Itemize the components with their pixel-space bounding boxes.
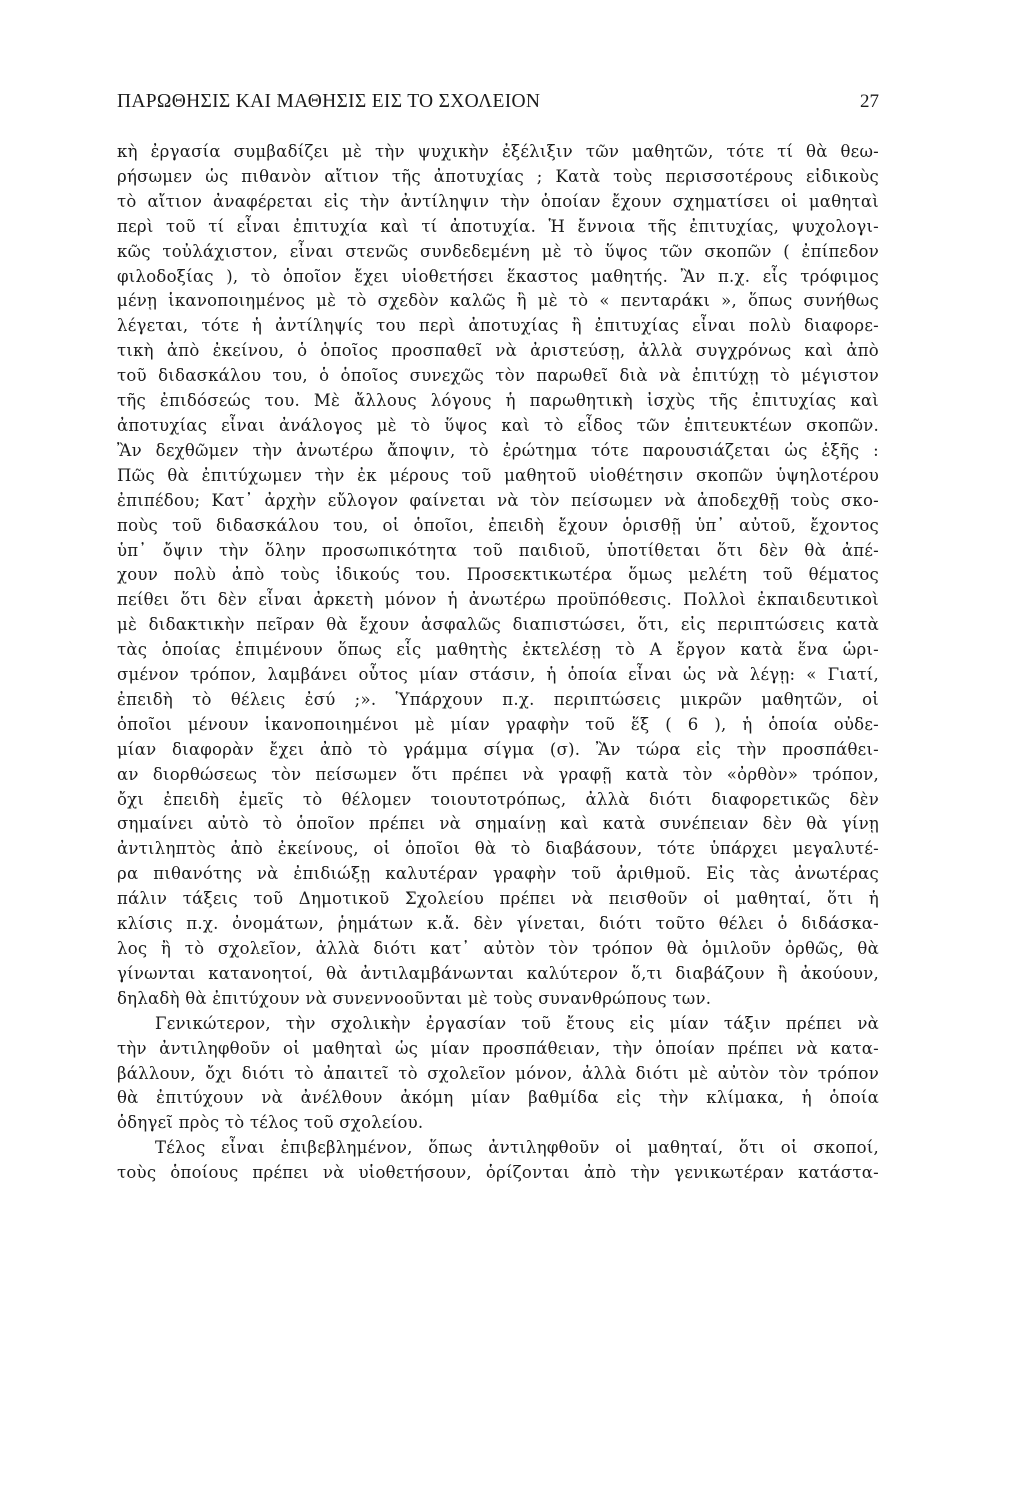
- text-line: πάλιν τάξεις τοῦ Δημοτικοῦ Σχολείου πρέπει νὰ πεισθοῦν οἱ μαθηταί, ὅτι ἡ: [117, 889, 879, 909]
- text-line: τὰς ὁποίας ἐπιμένουν ὅπως εἷς μαθητὴς ἐκτελέσῃ τὸ Α ἔργον κατὰ ἕνα ὡρι-: [117, 640, 879, 660]
- paragraph: [117, 1012, 879, 1137]
- text-line: τὴν ἀντιληφθοῦν οἱ μαθηταὶ ὡς μίαν προσπάθειαν, τὴν ὁποίαν πρέπει νὰ κατα-: [117, 1038, 879, 1058]
- text-line: δηλαδὴ θὰ ἐπιτύχουν νὰ συνεννοοῦνται μὲ τοὺς συνανθρώπους των.: [117, 988, 712, 1008]
- text-line: χουν πολὺ ἀπὸ τοὺς ἰδικούς του. Προσεκτικωτέρα ὅμως μελέτη τοῦ θέματος: [117, 565, 879, 585]
- paragraph: [117, 140, 879, 1012]
- text-line: μίαν διαφορὰν ἔχει ἀπὸ τὸ γράμμα σίγμα (σ). Ἂν τώρα εἰς τὴν προσπάθει-: [117, 739, 879, 759]
- text-line: ἐπιπέδου; Κατ᾽ ἀρχὴν εὔλογον φαίνεται νὰ τὸν πείσωμεν νὰ ἀποδεχθῇ τοὺς σκο-: [117, 490, 879, 510]
- page-header: [117, 91, 879, 113]
- text-line: φιλοδοξίας ), τὸ ὁποῖον ἔχει υἱοθετήσει ἕκαστος μαθητής. Ἂν π.χ. εἷς τρόφιμος: [117, 266, 879, 286]
- text-line: τοὺς ὁποίους πρέπει νὰ υἱοθετήσουν, ὁρίζονται ἀπὸ τὴν γενικωτέραν κατάστα-: [117, 1163, 879, 1183]
- text-line: Ἂν δεχθῶμεν τὴν ἀνωτέρω ἄποψιν, τὸ ἐρώτημα τότε παρουσιάζεται ὡς ἑξῆς :: [117, 440, 879, 460]
- text-line: μὲ διδακτικὴν πεῖραν θὰ ἔχουν ἀσφαλῶς διαπιστώσει, ὅτι, εἰς περιπτώσεις κατὰ: [117, 615, 879, 635]
- running-title: ΠΑΡΩΘΗΣΙΣ ΚΑΙ ΜΑΘΗΣΙΣ ΕΙΣ ΤΟ ΣΧΟΛΕΙΟΝ: [117, 91, 541, 112]
- text-line: ἀποτυχίας εἶναι ἀνάλογος μὲ τὸ ὕψος καὶ τὸ εἶδος τῶν ἐπιτευκτέων σκοπῶν.: [117, 415, 879, 435]
- text-line: κῶς τοὐλάχιστον, εἶναι στενῶς συνδεδεμένη μὲ τὸ ὕψος τῶν σκοπῶν ( ἐπίπεδον: [117, 241, 879, 261]
- text-line: τοῦ διδασκάλου του, ὁ ὁποῖος συνεχῶς τὸν παρωθεῖ διὰ νὰ ἐπιτύχῃ τὸ μέγιστον: [117, 366, 879, 386]
- text-line: θὰ ἐπιτύχουν νὰ ἀνέλθουν ἀκόμη μίαν βαθμίδα εἰς τὴν κλίμακα, ἡ ὁποία: [117, 1088, 879, 1108]
- text-line: κὴ ἐργασία συμβαδίζει μὲ τὴν ψυχικὴν ἐξέλιξιν τῶν μαθητῶν, τότε τί θὰ θεω-: [117, 142, 879, 161]
- text-line: σημαίνει αὐτὸ τὸ ὁποῖον πρέπει νὰ σημαίνῃ καὶ κατὰ συνέπειαν δὲν θὰ γίνῃ: [117, 814, 879, 834]
- text-line: βάλλουν, ὄχι διότι τὸ ἀπαιτεῖ τὸ σχολεῖον μόνον, ἀλλὰ διότι μὲ αὐτὸν τὸν τρόπον: [117, 1063, 879, 1083]
- text-line: Τέλος εἶναι ἐπιβεβλημένον, ὅπως ἀντιληφθοῦν οἱ μαθηταί, ὅτι οἱ σκοποί,: [155, 1138, 879, 1158]
- text-line: μένῃ ἱκανοποιημένος μὲ τὸ σχεδὸν καλῶς ἢ μὲ τὸ « πενταράκι », ὅπως συνήθως: [117, 291, 879, 311]
- text-line: Γενικώτερον, τὴν σχολικὴν ἐργασίαν τοῦ ἔτους εἰς μίαν τάξιν πρέπει νὰ: [155, 1013, 879, 1033]
- text-line: ἐπειδὴ τὸ θέλεις ἐσύ ;». Ὑπάρχουν π.χ. περιπτώσεις μικρῶν μαθητῶν, οἱ: [117, 689, 879, 709]
- text-line: ὑπ᾽ ὄψιν τὴν ὅλην προσωπικότητα τοῦ παιδιοῦ, ὑποτίθεται ὅτι δὲν θὰ ἀπέ-: [117, 540, 879, 560]
- text-line: ποὺς τοῦ διδασκάλου του, οἱ ὁποῖοι, ἐπειδὴ ἔχουν ὁρισθῇ ὑπ᾽ αὐτοῦ, ἔχοντος: [117, 515, 879, 535]
- text-line: περὶ τοῦ τί εἶναι ἐπιτυχία καὶ τί ἀποτυχία. Ἡ ἔννοια τῆς ἐπιτυχίας, ψυχολογι-: [117, 216, 879, 236]
- paragraph: [117, 1136, 879, 1186]
- text-line: κλίσις π.χ. ὀνομάτων, ῥημάτων κ.ἄ. δὲν γίνεται, διότι τοῦτο θέλει ὁ διδάσκα-: [117, 914, 879, 934]
- text-line: τῆς ἐπιδόσεώς του. Μὲ ἄλλους λόγους ἡ παρωθητικὴ ἰσχὺς τῆς ἐπιτυχίας καὶ: [117, 391, 879, 411]
- text-line: ἀντιληπτὸς ἀπὸ ἐκείνους, οἱ ὁποῖοι θὰ τὸ διαβάσουν, τότε ὑπάρχει μεγαλυτέ-: [117, 839, 879, 859]
- text-line: λέγεται, τότε ἡ ἀντίληψίς του περὶ ἀποτυχίας ἢ ἐπιτυχίας εἶναι πολὺ διαφορε-: [117, 316, 879, 336]
- page-number: 27: [860, 91, 879, 112]
- text-line: ὁποῖοι μένουν ἱκανοποιημένοι μὲ μίαν γραφὴν τοῦ ἕξ ( 6 ), ἡ ὁποία οὐδε-: [117, 714, 879, 734]
- text-line: Πῶς θὰ ἐπιτύχωμεν τὴν ἐκ μέρους τοῦ μαθητοῦ υἱοθέτησιν σκοπῶν ὑψηλοτέρου: [117, 465, 879, 485]
- text-line: αν διορθώσεως τὸν πείσωμεν ὅτι πρέπει νὰ γραφῇ κατὰ τὸν «ὀρθὸν» τρόπον,: [117, 764, 879, 784]
- text-line: ὁδηγεῖ πρὸς τὸ τέλος τοῦ σχολείου.: [117, 1113, 424, 1133]
- text-line: τικὴ ἀπὸ ἐκείνου, ὁ ὁποῖος προσπαθεῖ νὰ ἀριστεύσῃ, ἀλλὰ συγχρόνως καὶ ἀπὸ: [117, 341, 879, 361]
- text-line: λος ἢ τὸ σχολεῖον, ἀλλὰ διότι κατ᾽ αὐτὸν τὸν τρόπον θὰ ὁμιλοῦν ὀρθῶς, θὰ: [117, 939, 879, 958]
- body-text: [117, 140, 879, 1186]
- text-line: ρα πιθανότης νὰ ἐπιδιώξῃ καλυτέραν γραφὴν τοῦ ἀριθμοῦ. Εἰς τὰς ἀνωτέρας: [117, 864, 879, 884]
- text-line: πείθει ὅτι δὲν εἶναι ἀρκετὴ μόνον ἡ ἀνωτέρω προϋπόθεσις. Πολλοὶ ἐκπαιδευτικοὶ: [117, 590, 879, 610]
- text-line: ρήσωμεν ὡς πιθανὸν αἴτιον τῆς ἀποτυχίας ; Κατὰ τοὺς περισσοτέρους εἰδικοὺς: [117, 166, 879, 186]
- text-line: ὄχι ἐπειδὴ ἐμεῖς τὸ θέλομεν τοιουτοτρόπως, ἀλλὰ διότι διαφορετικῶς δὲν: [117, 789, 879, 809]
- text-line: τὸ αἴτιον ἀναφέρεται εἰς τὴν ἀντίληψιν τὴν ὁποίαν ἔχουν σχηματίσει οἱ μαθηταὶ: [117, 191, 879, 211]
- text-line: σμένον τρόπον, λαμβάνει οὗτος μίαν στάσιν, ἡ ὁποία εἶναι ὡς νὰ λέγῃ: « Γιατί,: [117, 665, 879, 685]
- text-line: γίνωνται κατανοητοί, θὰ ἀντιλαμβάνωνται καλύτερον ὅ,τι διαβάζουν ἢ ἀκούουν,: [117, 963, 879, 983]
